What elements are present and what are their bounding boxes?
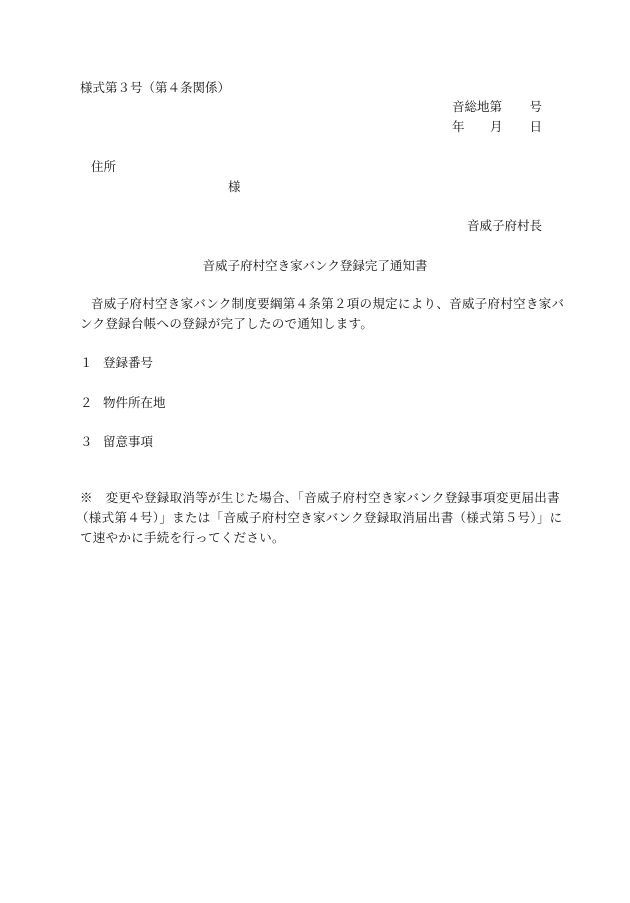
note-line-1: ※ 変更や登録取消等が生じた場合、「音威子府村空き家バンク登録事項変更届出書 [80,490,560,505]
body-line-2: ンク登録台帳への登録が完了したので通知します。 [80,316,374,331]
document-title: 音威子府村空き家バンク登録完了通知書 [202,258,428,273]
item-1 [80,355,154,371]
item-3 [80,434,154,450]
sender-name: 音威子府村長 [466,218,542,233]
item-label: 物件所在地 [103,395,166,410]
date-month: 月 [490,119,503,134]
document-number [452,99,542,115]
item-label: 登録番号 [103,355,154,370]
date-day: 日 [529,119,542,134]
form-label: 様式第３号（第４条関係） [80,80,231,95]
item-number: ３ [80,434,93,449]
note-line-2: （様式第４号）」または「音威子府村空き家バンク登録取消届出書（様式第５号）」に [76,510,563,525]
item-2 [80,395,166,411]
item-label: 留意事項 [103,434,154,449]
note-line-3: て速やかに手続を行ってください。 [80,530,285,545]
item-number: １ [80,355,93,370]
doc-number-suffix: 号 [529,99,542,114]
recipient-honorific: 様 [228,179,241,194]
issue-date [452,119,542,135]
body-line-1: 音威子府村空き家バンク制度要綱第４条第２項の規定により、音威子府村空き家バ [91,296,565,311]
address-label: 住所 [91,159,117,174]
date-year: 年 [452,119,465,134]
item-number: ２ [80,395,93,410]
doc-number-prefix: 音総地第 [452,99,503,114]
